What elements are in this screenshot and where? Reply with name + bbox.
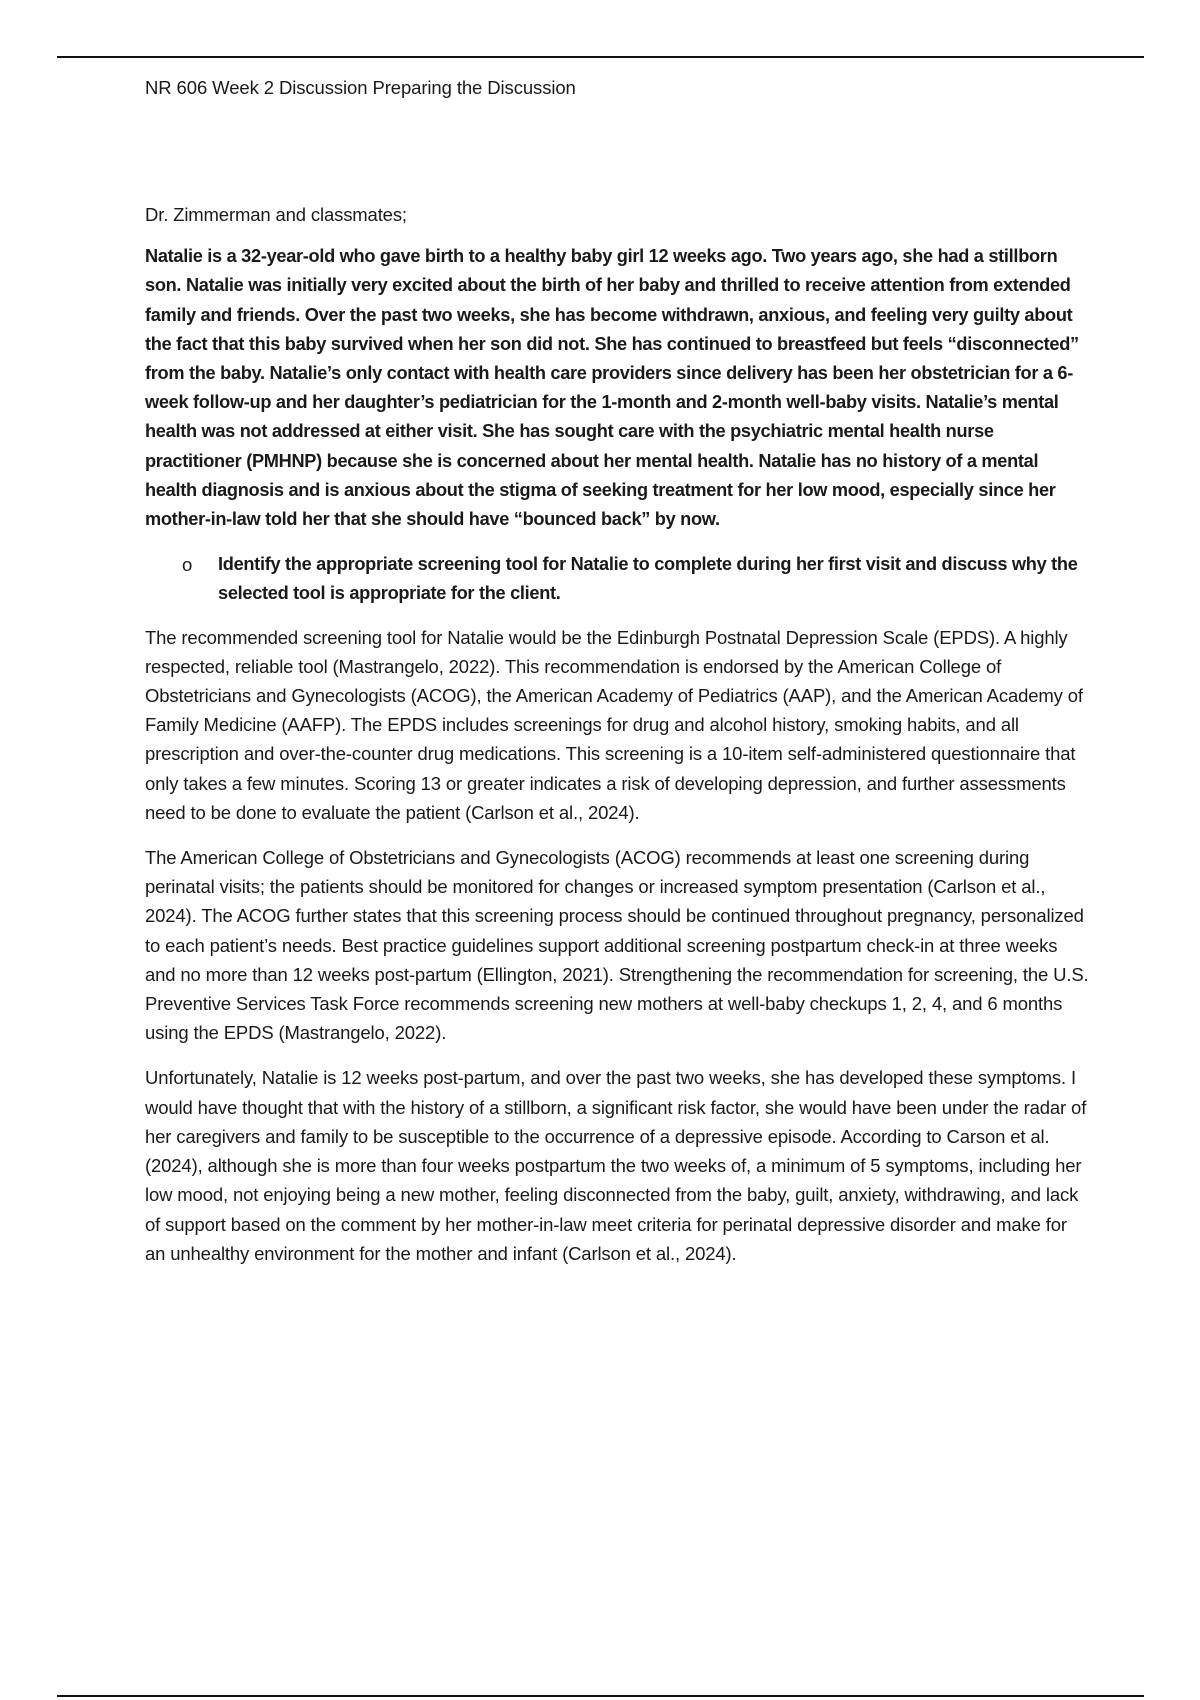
- discussion-question: [145, 550, 1090, 608]
- paragraph-screening-tool: The recommended screening tool for Natalie would be the Edinburgh Postnatal Depression Scale (EPDS). A highly respected, reliable tool (Mastrangelo, 2022). This recommendation is endorsed by the American College of Obstetricians and Gynecologists (ACOG), the American Academy of Pediatrics (AAP), and the American Academy of Family Medicine (AAFP). The EPDS includes screenings for drug and alcohol history, smoking habits, and all prescription and over-the-counter drug medications. This screening is a 10-item self-administered questionnaire that only takes a few minutes. Scoring 13 or greater indicates a risk of developing depression, and further assessments need to be done to evaluate the patient (Carlson et al., 2024).: [145, 626, 1083, 823]
- case-scenario: Natalie is a 32-year-old who gave birth to a healthy baby girl 12 weeks ago. Two years ago, she had a stillborn son. Natalie was initially very excited about the birth of her baby and thrilled to receive attention from extended family and friends. Over the past two weeks, she has become withdrawn, anxious, and feeling very guilty about the fact that this baby survived when her son did not. She has continued to breastfeed but feels “disconnected” from the baby. Natalie’s only contact with health care providers since delivery has been her obstetrician for a 6-week follow-up and her daughter’s pediatrician for the 1-month and 2-month well-baby visits. Natalie’s mental health was not addressed at either visit. She has sought care with the psychiatric mental health nurse practitioner (PMHNP) because she is concerned about her mental health. Natalie has no history of a mental health diagnosis and is anxious about the stigma of seeking treatment for her low mood, especially since her mother-in-law told her that she should have “bounced back” by now.: [145, 246, 1079, 530]
- document-title: NR 606 Week 2 Discussion Preparing the Discussion: [145, 77, 576, 98]
- bullet-marker: o: [182, 554, 193, 576]
- document-body: [145, 200, 1090, 1284]
- paragraph-acog-recommendations: The American College of Obstetricians and Gynecologists (ACOG) recommends at least one screening during perinatal visits; the patients should be monitored for changes or increased symptom presentation (Carlson et al., 2024). The ACOG further states that this screening process should be continued throughout pregnancy, personalized to each patient’s needs. Best practice guidelines support additional screening postpartum check-in at three weeks and no more than 12 weeks post-partum (Ellington, 2021). Strengthening the recommendation for screening, the U.S. Preventive Services Task Force recommends screening new mothers at well-baby checkups 1, 2, 4, and 6 months using the EPDS (Mastrangelo, 2022).: [145, 847, 1089, 1044]
- footer-rule: [57, 1695, 1144, 1697]
- question-text: Identify the appropriate screening tool for Natalie to complete during her first visit and discuss why the selected tool is appropriate for the client.: [218, 554, 1078, 604]
- paragraph-natalie-assessment: Unfortunately, Natalie is 12 weeks post-partum, and over the past two weeks, she has developed these symptoms. I would have thought that with the history of a stillborn, a significant risk factor, she would have been under the radar of her caregivers and family to be susceptible to the occurrence of a depressive episode. According to Carson et al. (2024), although she is more than four weeks postpartum the two weeks of, a minimum of 5 symptoms, including her low mood, not enjoying being a new mother, feeling disconnected from the baby, guilt, anxiety, withdrawing, and lack of support based on the comment by her mother-in-law meet criteria for perinatal depressive disorder and make for an unhealthy environment for the mother and infant (Carlson et al., 2024).: [145, 1067, 1087, 1264]
- header-rule: [57, 56, 1144, 58]
- greeting: Dr. Zimmerman and classmates;: [145, 204, 407, 225]
